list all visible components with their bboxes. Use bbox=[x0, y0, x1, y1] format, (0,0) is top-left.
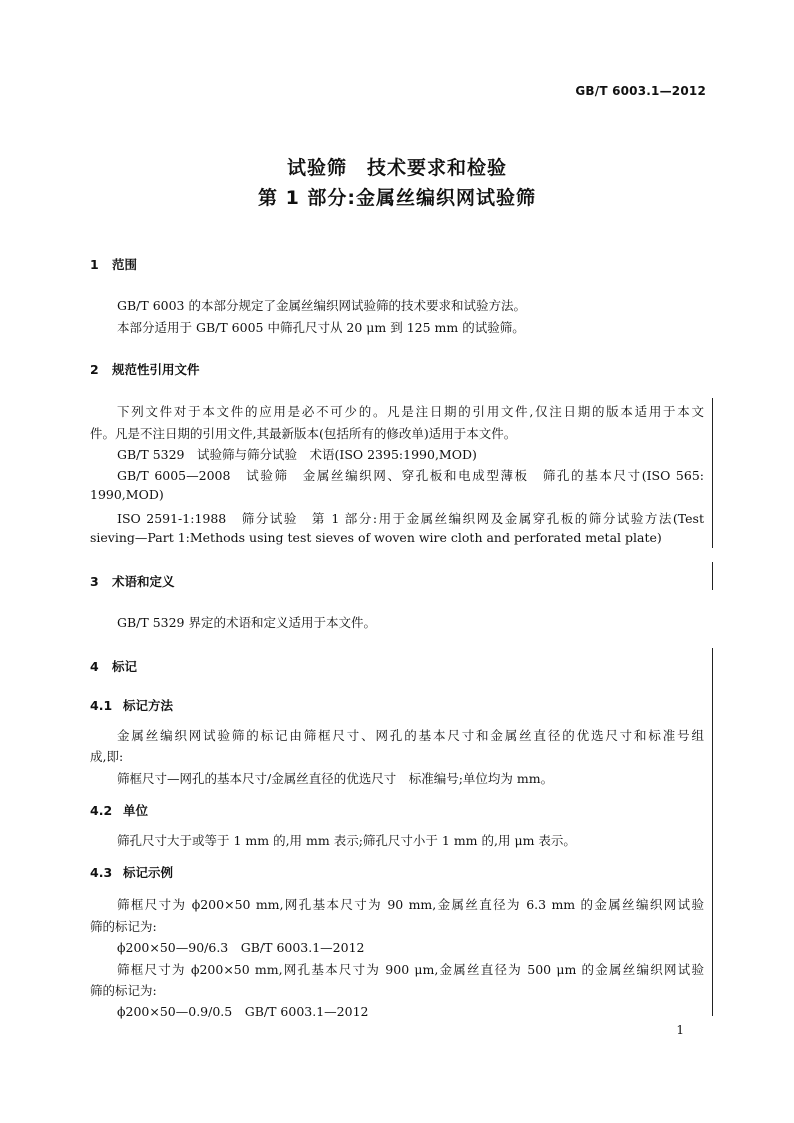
change-bar bbox=[712, 398, 713, 548]
paragraph: 成,即: bbox=[90, 749, 124, 764]
paragraph: 本部分适用于 GB/T 6005 中筛孔尺寸从 20 μm 到 125 mm 的试验筛。 bbox=[117, 320, 525, 335]
section-number: 4 bbox=[90, 659, 99, 674]
page-number: 1 bbox=[676, 1023, 684, 1037]
document-title-line1: 试验筛 技术要求和检验 bbox=[286, 157, 507, 179]
reference-item: ISO 2591-1:1988 筛分试验 第 1 部分:用于金属丝编织网及金属穿孔板的筛分试验方法(Test bbox=[117, 511, 704, 526]
paragraph: GB/T 6003 的本部分规定了金属丝编织网试验筛的技术要求和试验方法。 bbox=[117, 298, 526, 313]
standard-code: GB/T 6003.1—2012 bbox=[575, 84, 706, 98]
subsection-heading-marking-example bbox=[90, 863, 173, 881]
document-title-line2: 第 1 部分:金属丝编织网试验筛 bbox=[257, 187, 537, 209]
reference-item: GB/T 6005—2008 试验筛 金属丝编织网、穿孔板和电成型薄板 筛孔的基本尺寸(ISO 565: bbox=[117, 468, 704, 483]
subsection-heading-unit bbox=[90, 801, 148, 819]
section-heading-normative-references bbox=[90, 360, 200, 378]
section-heading-marking bbox=[90, 657, 137, 675]
section-heading-terms bbox=[90, 572, 175, 590]
section-title: 规范性引用文件 bbox=[112, 362, 200, 377]
section-title: 术语和定义 bbox=[112, 574, 175, 589]
reference-item: sieving—Part 1:Methods using test sieves of woven wire cloth and perforated metal plate) bbox=[90, 530, 662, 545]
paragraph: 筛孔尺寸大于或等于 1 mm 的,用 mm 表示;筛孔尺寸小于 1 mm 的,用 μm 表示。 bbox=[117, 833, 576, 848]
paragraph: 筛的标记为: bbox=[90, 919, 157, 934]
paragraph: 筛的标记为: bbox=[90, 983, 157, 998]
section-title: 范围 bbox=[112, 257, 138, 272]
section-number: 4.2 bbox=[90, 803, 113, 818]
paragraph: 筛框尺寸为 ϕ200×50 mm,网孔基本尺寸为 90 mm,金属丝直径为 6.3 mm 的金属丝编织网试验 bbox=[117, 897, 704, 912]
section-heading-scope bbox=[90, 255, 137, 273]
paragraph: GB/T 5329 界定的术语和定义适用于本文件。 bbox=[117, 615, 376, 630]
change-bar bbox=[712, 562, 713, 590]
paragraph: 筛框尺寸—网孔的基本尺寸/金属丝直径的优选尺寸 标准编号;单位均为 mm。 bbox=[117, 771, 554, 786]
section-number: 4.3 bbox=[90, 865, 113, 880]
section-number: 1 bbox=[90, 257, 99, 272]
section-number: 3 bbox=[90, 574, 99, 589]
section-number: 2 bbox=[90, 362, 99, 377]
paragraph: 筛框尺寸为 ϕ200×50 mm,网孔基本尺寸为 900 μm,金属丝直径为 500 μm 的金属丝编织网试验 bbox=[117, 962, 704, 977]
marking-example: ϕ200×50—90/6.3 GB/T 6003.1—2012 bbox=[117, 940, 365, 955]
paragraph: 金属丝编织网试验筛的标记由筛框尺寸、网孔的基本尺寸和金属丝直径的优选尺寸和标准号组 bbox=[117, 728, 704, 743]
change-bar bbox=[712, 648, 713, 1016]
section-title: 标记 bbox=[112, 659, 138, 674]
section-title: 单位 bbox=[123, 803, 149, 818]
section-number: 4.1 bbox=[90, 698, 113, 713]
section-title: 标记示例 bbox=[123, 865, 174, 880]
section-title: 标记方法 bbox=[123, 698, 174, 713]
reference-item: GB/T 5329 试验筛与筛分试验 术语(ISO 2395:1990,MOD) bbox=[117, 447, 477, 462]
marking-example: ϕ200×50—0.9/0.5 GB/T 6003.1—2012 bbox=[117, 1004, 369, 1019]
reference-item: 1990,MOD) bbox=[90, 487, 164, 502]
paragraph: 件。凡是不注日期的引用文件,其最新版本(包括所有的修改单)适用于本文件。 bbox=[90, 426, 517, 441]
paragraph: 下列文件对于本文件的应用是必不可少的。凡是注日期的引用文件,仅注日期的版本适用于本文 bbox=[117, 404, 704, 419]
subsection-heading-marking-method bbox=[90, 696, 173, 714]
